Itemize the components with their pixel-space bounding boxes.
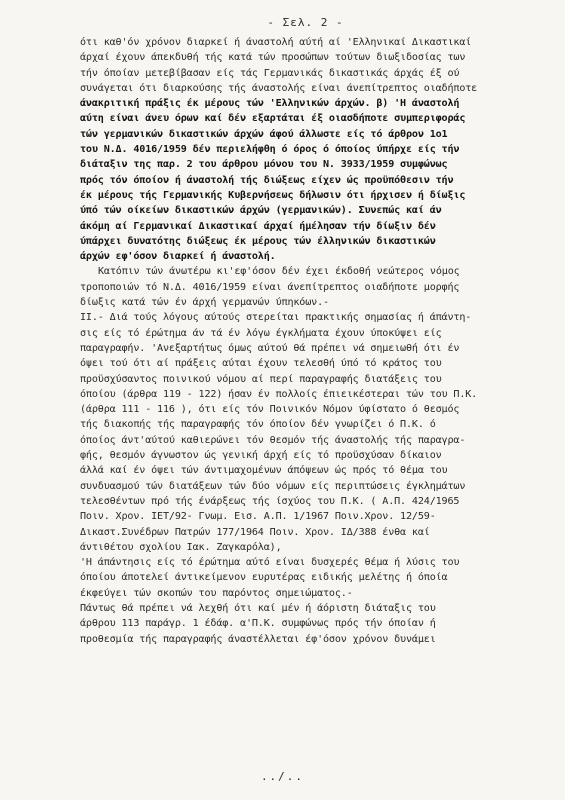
text-line: συνδυασμού τών διατάξεων τών δύο νόμων είς περιπτώσεις έγκλημάτων xyxy=(80,480,466,492)
text-line: Ποιν. Χρον. ΙΕΤ/92- Γνωμ. Εισ. Α.Π. 1/1967 Ποιν.Χρον. 12/59- xyxy=(80,511,436,523)
text-line: διάταξιν της παρ. 2 του άρθρου μόνου του Ν. 3933/1959 συμφώνως xyxy=(80,159,448,171)
text-line: τήν όποίαν μετεβίβασαν είς τάς Γερμανικάς δικαστικάς άρχάς έξ ού xyxy=(80,67,460,79)
text-line: όψει τού ότι αί πράξεις αύται έχουν τελεσθή ύπό τό κράτος του xyxy=(80,358,442,370)
text-line: τών γερμανικών δικαστικών άρχών άφού άλλωστε είς τό άρθρον 1ο1 xyxy=(80,128,448,140)
text-line: πρός τόν όποίον ή άναστολή τής διώξεως είχεν ώς προϋπόθεσιν τήν xyxy=(80,174,454,186)
text-line: 'Η άπάντησις είς τό έρώτημα αύτό είναι δυσχερές θέμα ή λύσις του xyxy=(80,557,460,569)
text-line: όποίος άντ'αύτού καθιερώνει τόν θεσμόν τής άναστολής τής παραγρα- xyxy=(80,434,466,446)
text-line: ύπό τών οίκείων δικαστικών άρχών (γερμανικών). Συνεπώς καί άν xyxy=(80,205,442,217)
text-line: ύπάρχει δυνατότης διώξεως έκ μέρους τών έλληνικών δικαστικών xyxy=(80,235,436,247)
text-line: προϋσχύσαντος ποινικού νόμου αί περί παραγραφής διατάξεις του xyxy=(80,373,442,385)
text-line: παραγραφήν. 'Ανεξαρτήτως όμως αύτού θά πρέπει νά σημειωθή ότι έν xyxy=(80,342,460,354)
text-line: συνάγεται ότι διαρκούσης τής άναστολής είναι άνεπίτρεπτος οιαδήποτε xyxy=(80,82,478,94)
text-line: άρθρου 113 παράγρ. 1 έδάφ. α'Π.Κ. συμφώνως πρός τήν όποίαν ή xyxy=(80,618,436,630)
text-line: τροποποιών τό Ν.Δ. 4016/1959 είναι άνεπίτρεπτος οιαδήποτε μορφής xyxy=(80,281,460,293)
page-number: - Σελ. 2 - xyxy=(267,16,344,29)
continuation-mark: ../.. xyxy=(260,770,305,783)
text-line: όποίου (άρθρα 119 - 122) ήσαν έν πολλοίς έπιεικέστεραι τών του Π.Κ. xyxy=(80,388,478,400)
text-line: άντιθέτου σχολίου Ιακ. Ζαγκαρόλα), xyxy=(80,541,282,553)
text-line: όποίου άποτελεί άντικείμενον ευρυτέρας ειδικής μελέτης ή όποία xyxy=(80,572,448,584)
text-line: ότι καθ'όν χρόνον διαρκεί ή άναστολή αύτή αί 'Ελληνικαί Δικαστικαί xyxy=(80,37,472,48)
text-line: ΙΙ.- Διά τούς λόγους αύτούς στερείται πρακτικής σημασίας ή άπάντη- xyxy=(80,312,472,324)
text-line: Πάντως θά πρέπει νά λεχθή ότι καί μέν ή άόριστη διάταξις του xyxy=(80,602,436,614)
text-line: του Ν.Δ. 4016/1959 δέν περιελήφθη ό όρος ό όποίος ύπήρχε είς τήν xyxy=(80,144,460,156)
text-line: φής, θεσμόν άγνωστον ώς γενική άρχή είς τό προϋσχύσαν δίκαιον xyxy=(80,450,442,462)
text-line: προθεσμία τής παραγραφής άναστέλλεται έφ'όσον χρόνον δυνάμει xyxy=(80,633,436,645)
text-line: άρχαί έχουν άπεκδυθή τής κατά τών προσώπων τούτων διωξιδοσίας των xyxy=(80,52,466,64)
text-line: δίωξις κατά τών έν άρχή γερμανών ύπηκόων.- xyxy=(80,297,329,309)
text-line: έκφεύγει τών σκοπών του παρόντος σημειώματος.- xyxy=(80,587,353,599)
text-line: άκόμη αί Γερμανικαί Δικαστικαί άρχαί ήμέλησαν τήν δίωξιν δέν xyxy=(80,220,436,232)
text-line: άνακριτική πράξις έκ μέρους τών 'Ελληνικών άρχών. β) 'Η άναστολή xyxy=(80,98,460,110)
document-body xyxy=(80,35,531,647)
text-line: Κατόπιν τών άνωτέρω κι'εφ'όσον δέν έχει έκδοθή νεώτερος νόμος xyxy=(98,266,460,278)
text-line: αύτη είναι άνευ όρων καί δέν εξαρτάται έξ οιασδήποτε συμπεριφοράς xyxy=(80,113,466,125)
text-line: Δικαστ.Συνέδρων Πατρών 177/1964 Ποιν. Χρον. ΙΔ/388 ένθα καί xyxy=(80,526,430,538)
text-line: (άρθρα 111 - 116 ), ότι είς τόν Ποινικόν Νόμον ύφίστατο ό θεσμός xyxy=(80,404,460,416)
text-line: έκ μέρους τής Γερμανικής Κυβερνήσεως δήλωσιν ότι ήρχισεν ή δίωξις xyxy=(80,189,466,201)
text-line: άρχών εφ'όσον διαρκεί ή άναστολή. xyxy=(80,251,276,263)
text-line: τής διακοπής τής παραγραφής τόν όποίον δέν γνωρίζει ό Π.Κ. ό xyxy=(80,419,436,431)
text-line: τελεσθέντων πρό τής ένάρξεως τής ίσχύος του Π.Κ. ( Α.Π. 424/1965 xyxy=(80,495,460,507)
text-line: σις είς τό έρώτημα άν τά έν λόγω έγκλήματα έχουν ύποκύψει είς xyxy=(80,327,442,339)
text-line: άλλά καί έν όψει τών άντιμαχομένων άπόψεων ώς πρός τό θέμα του xyxy=(80,465,448,477)
